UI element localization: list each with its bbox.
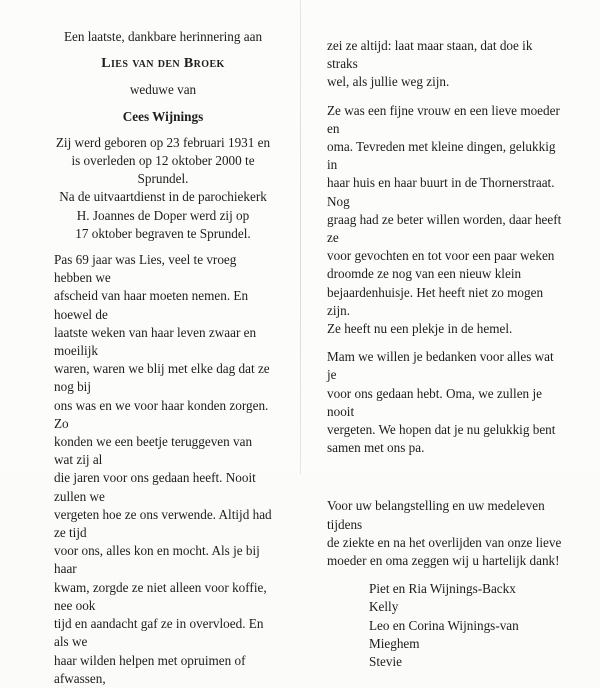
body-line: droomde ze nog van een nieuw klein: [327, 266, 522, 282]
fact-line: is overleden op 12 oktober 2000 te Sprundel.: [71, 153, 255, 187]
thanks-all-text: [327, 497, 563, 570]
body-line: Mam we willen je bedanken voor alles wat je: [327, 349, 554, 383]
deceased-name: Lies van den Broek: [101, 56, 225, 72]
body-line: ons was en we voor haar konden zorgen. Zo: [54, 397, 269, 431]
body-line: tijd en aandacht gaf ze in overvloed. En als we: [54, 616, 264, 650]
body-line: haar wilden helpen met opruimen of afwassen,: [54, 652, 246, 686]
body-line: Voor uw belangstelling en uw medeleven tijdens: [327, 498, 545, 532]
body-line: konden we een beetje teruggeven van wat zij al: [54, 434, 253, 468]
fact-line: 17 oktober begraven te Sprundel.: [75, 225, 251, 241]
husband-name: Cees Wijnings: [122, 108, 204, 124]
fact-line: H. Joannes de Doper werd zij op: [76, 207, 250, 223]
thanks-mother-text: [327, 348, 563, 457]
body-line: vergeten. We hopen dat je nu gelukkig bent: [327, 422, 556, 438]
body-line: voor gevochten en tot voor een paar weken: [327, 248, 555, 264]
life-facts: [54, 134, 272, 243]
signatures: [327, 580, 563, 671]
body-line: moeder en oma zeggen wij u hartelijk dank!: [327, 553, 560, 569]
body-line: laatste weken van haar leven zwaar en moeilijk: [54, 324, 257, 359]
body-line: waren, waren we blij met elke dag dat ze nog bij: [54, 361, 270, 395]
signature-line: Stevie: [369, 654, 402, 670]
left-panel: [54, 0, 272, 688]
body-line: oma. Tevreden met kleine dingen, gelukkig in: [327, 139, 556, 173]
body-line: graag had ze beter willen worden, daar heeft ze: [327, 211, 562, 246]
signature-line: Piet en Ria Wijnings-Backx: [369, 581, 516, 597]
body-line: Pas 69 jaar was Lies, veel te vroeg hebben we: [54, 252, 237, 286]
signature-line: Kelly: [369, 599, 399, 615]
continuation-text: [327, 37, 563, 92]
fact-line: Zij werd geboren op 23 februari 1931 en: [55, 134, 271, 150]
body-line: wel, als jullie weg zijn.: [327, 74, 450, 90]
body-line: kwam, zorgde ze niet alleen voor koffie, nee ook: [54, 579, 267, 613]
body-line: Ze heeft nu een plekje in de hemel.: [327, 321, 513, 337]
right-panel: [327, 0, 563, 671]
widow-of-text: weduwe van: [129, 82, 197, 98]
body-line: zei ze altijd: laat maar staan, dat doe ik straks: [327, 38, 533, 72]
body-line: Ze was een fijne vrouw en een lieve moeder en: [327, 102, 560, 136]
fact-line: Na de uitvaartdienst in de parochiekerk: [59, 189, 267, 205]
body-line: bejaardenhuisje. Het heeft niet zo mogen zijn.: [327, 284, 544, 318]
body-line: afscheid van haar moeten nemen. En hoewel de: [54, 288, 249, 322]
fold-line: [300, 0, 301, 474]
intro-text: Een laatste, dankbare herinnering aan: [63, 29, 263, 44]
memorial-text: [54, 251, 272, 688]
body-line: haar huis en haar buurt in de Thornerstraat. Nog: [327, 175, 555, 209]
body-line: samen met ons pa.: [327, 440, 425, 456]
body-line: voor ons, alles kon en mocht. Als je bij haar: [54, 543, 260, 577]
body-line: die jaren voor ons gedaan heeft. Nooit zullen we: [54, 470, 256, 504]
body-line: voor ons gedaan hebt. Oma, we zullen je nooit: [327, 385, 542, 419]
signature-line: Leo en Corina Wijnings-van Mieghem: [369, 617, 519, 651]
body-line: vergeten hoe ze ons verwende. Altijd had ze tijd: [54, 506, 272, 541]
body-line: de ziekte en na het overlijden van onze lieve: [327, 534, 562, 550]
tribute-text: [327, 102, 563, 339]
